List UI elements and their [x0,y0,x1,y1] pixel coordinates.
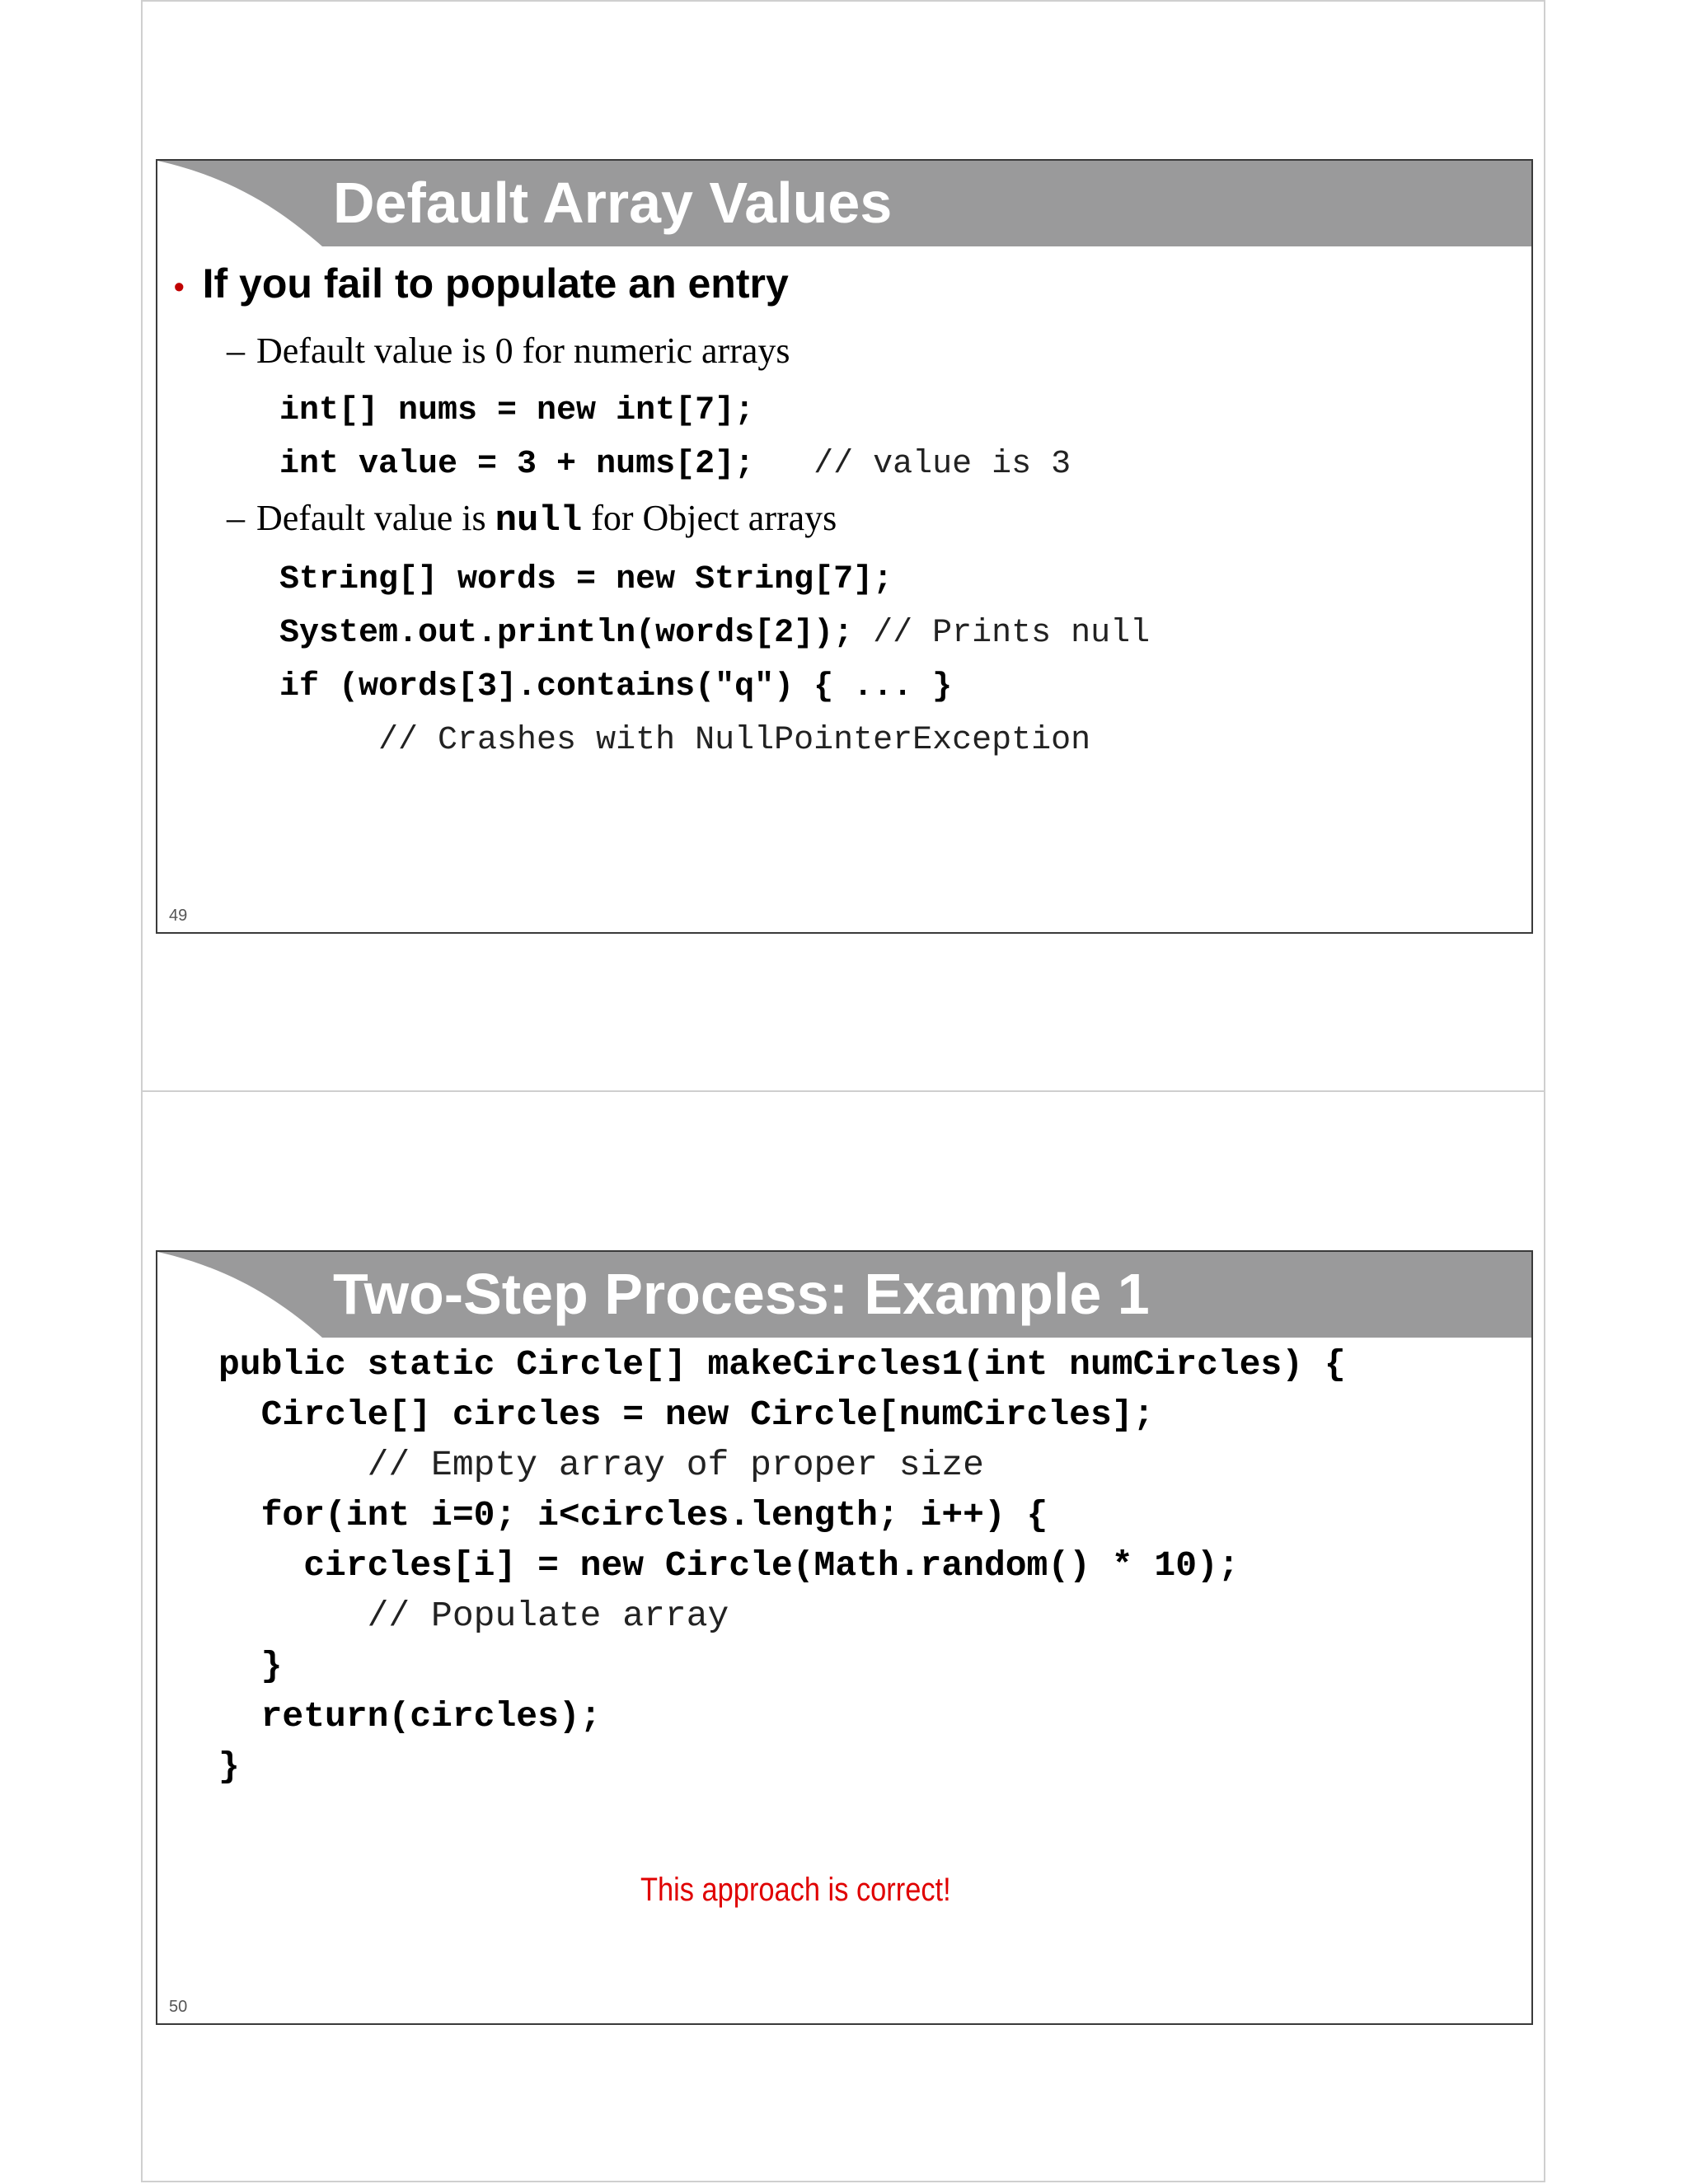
code-line: Circle[] circles = new Circle[numCircles]; [218,1394,1155,1435]
slide-title: Two-Step Process: Example 1 [333,1262,1150,1326]
code-line: for(int i=0; i<circles.length; i++) { [218,1495,1048,1535]
bullet-item [174,260,789,307]
code-block-numeric [279,391,1071,485]
code-line: } [218,1746,240,1787]
code-line: // Populate array [218,1596,729,1636]
slide-header [157,1252,1531,1338]
correct-approach-note: This approach is correct! [640,1872,951,1908]
code-line: circles[i] = new Circle(Math.random() * 10); [218,1545,1240,1586]
slide-50 [156,1250,1533,2025]
sub-bullet-object: – Default value is null for Object arrays [227,498,837,541]
code-line: System.out.println(words[2]); // Prints null [279,615,1151,652]
sub-bullet-numeric [227,330,790,372]
code-block-object [279,560,1150,762]
slide-number: 49 [169,907,188,925]
page-divider [141,1090,1545,1092]
code-block-make-circles [218,1344,1346,1788]
slide-number: 50 [169,1998,188,2016]
code-line: int[] nums = new int[7]; [279,392,755,429]
code-line: int value = 3 + nums[2]; // value is 3 [279,446,1071,483]
code-line: // Empty array of proper size [218,1445,984,1485]
dash-icon: – [227,330,245,371]
bullet-text: If you fail to populate an entry [202,260,789,307]
code-line: if (words[3].contains("q") { ... } [279,668,953,705]
slide-header [157,161,1531,246]
code-line: // Crashes with NullPointerException [279,722,1091,759]
code-line: return(circles); [218,1696,602,1736]
sub-bullet-text: Default value is 0 for numeric arrays [256,330,790,371]
code-line: public static Circle[] makeCircles1(int numCircles) { [218,1344,1346,1385]
code-line: String[] words = new String[7]; [279,561,893,598]
dash-icon: – [227,498,245,538]
slide-49 [156,159,1533,934]
code-line: } [218,1646,283,1686]
slide-title: Default Array Values [333,171,893,235]
bullet-dot-icon: • [174,269,185,303]
